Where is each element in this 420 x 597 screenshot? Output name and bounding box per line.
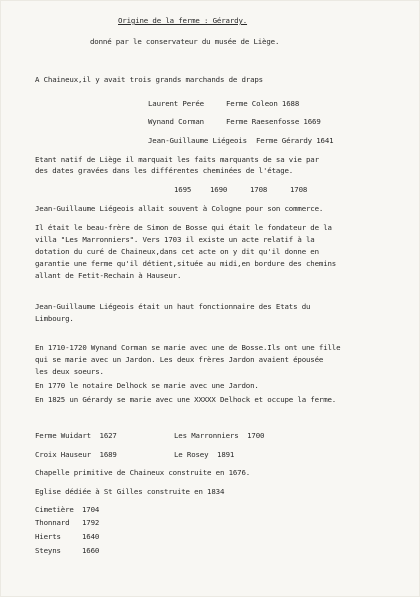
paragraph-line: Jean-Guillaume Liégeois allait souvent à Cologne pour son commerce. xyxy=(35,204,324,213)
paragraph-line: allant de Fetit-Rechain à Hauseur. xyxy=(35,271,182,280)
place-year: 1660 xyxy=(82,546,100,555)
place-year: 1640 xyxy=(82,532,100,541)
farm-entry: Croix Hauseur 1689 xyxy=(35,450,117,459)
chimney-date: 1708 xyxy=(250,185,268,194)
paragraph-line: Etant natif de Liège il marquait les faits marquants de sa vie par xyxy=(35,155,319,164)
intro-line: A Chaineux,il y avait trois grands marchands de draps xyxy=(35,75,263,84)
paragraph-line: qui se marie avec un Jardon. Les deux frères Jardon avaient épousée xyxy=(35,355,324,364)
church-line: Eglise dédiée à St Gilles construite en 1834 xyxy=(35,487,225,496)
farm-entry: Ferme Wuidart 1627 xyxy=(35,431,117,440)
place-name: Cimetière xyxy=(35,505,74,514)
paragraph-line: dotation du curé de Chaineux,dans cet acte on y dit qu'il donne en xyxy=(35,247,319,256)
chapel-line: Chapelle primitive de Chaineux construite en 1676. xyxy=(35,468,251,477)
farm-entry: Les Marronniers 1700 xyxy=(174,431,265,440)
paragraph-line: les deux soeurs. xyxy=(35,367,104,376)
place-name: Hierts xyxy=(35,532,61,541)
paragraph-line: Jean-Guillaume Liégeois était un haut fonctionnaire des Etats du xyxy=(35,302,311,311)
merchant-name: Wynand Corman xyxy=(148,117,204,126)
merchant-farm: Ferme Gérardy 1641 xyxy=(256,136,334,145)
place-name: Steyns xyxy=(35,546,61,555)
paragraph-line: Il était le beau-frère de Simon de Bosse qui était le fondateur de la xyxy=(35,223,332,232)
paragraph-line: Limbourg. xyxy=(35,314,74,323)
chimney-date: 1708 xyxy=(290,185,308,194)
paragraph-line: garantie une ferme qu'il détient,située au midi,en bordure des chemins xyxy=(35,259,337,268)
place-year: 1704 xyxy=(82,505,100,514)
paragraph-line: En 1770 le notaire Delhock se marie avec une Jardon. xyxy=(35,381,259,390)
document-title: Origine de la ferme : Gérardy. xyxy=(118,16,248,25)
place-name: Thonnard xyxy=(35,518,70,527)
chimney-date: 1690 xyxy=(210,185,228,194)
merchant-name: Laurent Perée xyxy=(148,99,204,108)
paragraph-line: En 1710-1720 Wynand Corman se marie avec une de Bosse.Ils ont une fille xyxy=(35,343,341,352)
paragraph-line: des dates gravées dans les différentes cheminées de l'étage. xyxy=(35,166,294,175)
merchant-farm: Ferme Coleon 1688 xyxy=(226,99,300,108)
chimney-date: 1695 xyxy=(174,185,192,194)
merchant-name: Jean-Guillaume Liégeois xyxy=(148,136,247,145)
place-year: 1792 xyxy=(82,518,100,527)
merchant-farm: Ferme Raesenfosse 1669 xyxy=(226,117,321,126)
paragraph-line: En 1825 un Gérardy se marie avec une XXXXX Delhock et occupe la ferme. xyxy=(35,395,337,404)
document-subtitle: donné par le conservateur du musée de Liège. xyxy=(90,37,280,46)
farm-entry: Le Rosey 1891 xyxy=(174,450,235,459)
paragraph-line: villa "Les Marronniers". Vers 1703 il existe un acte relatif à la xyxy=(35,235,315,244)
